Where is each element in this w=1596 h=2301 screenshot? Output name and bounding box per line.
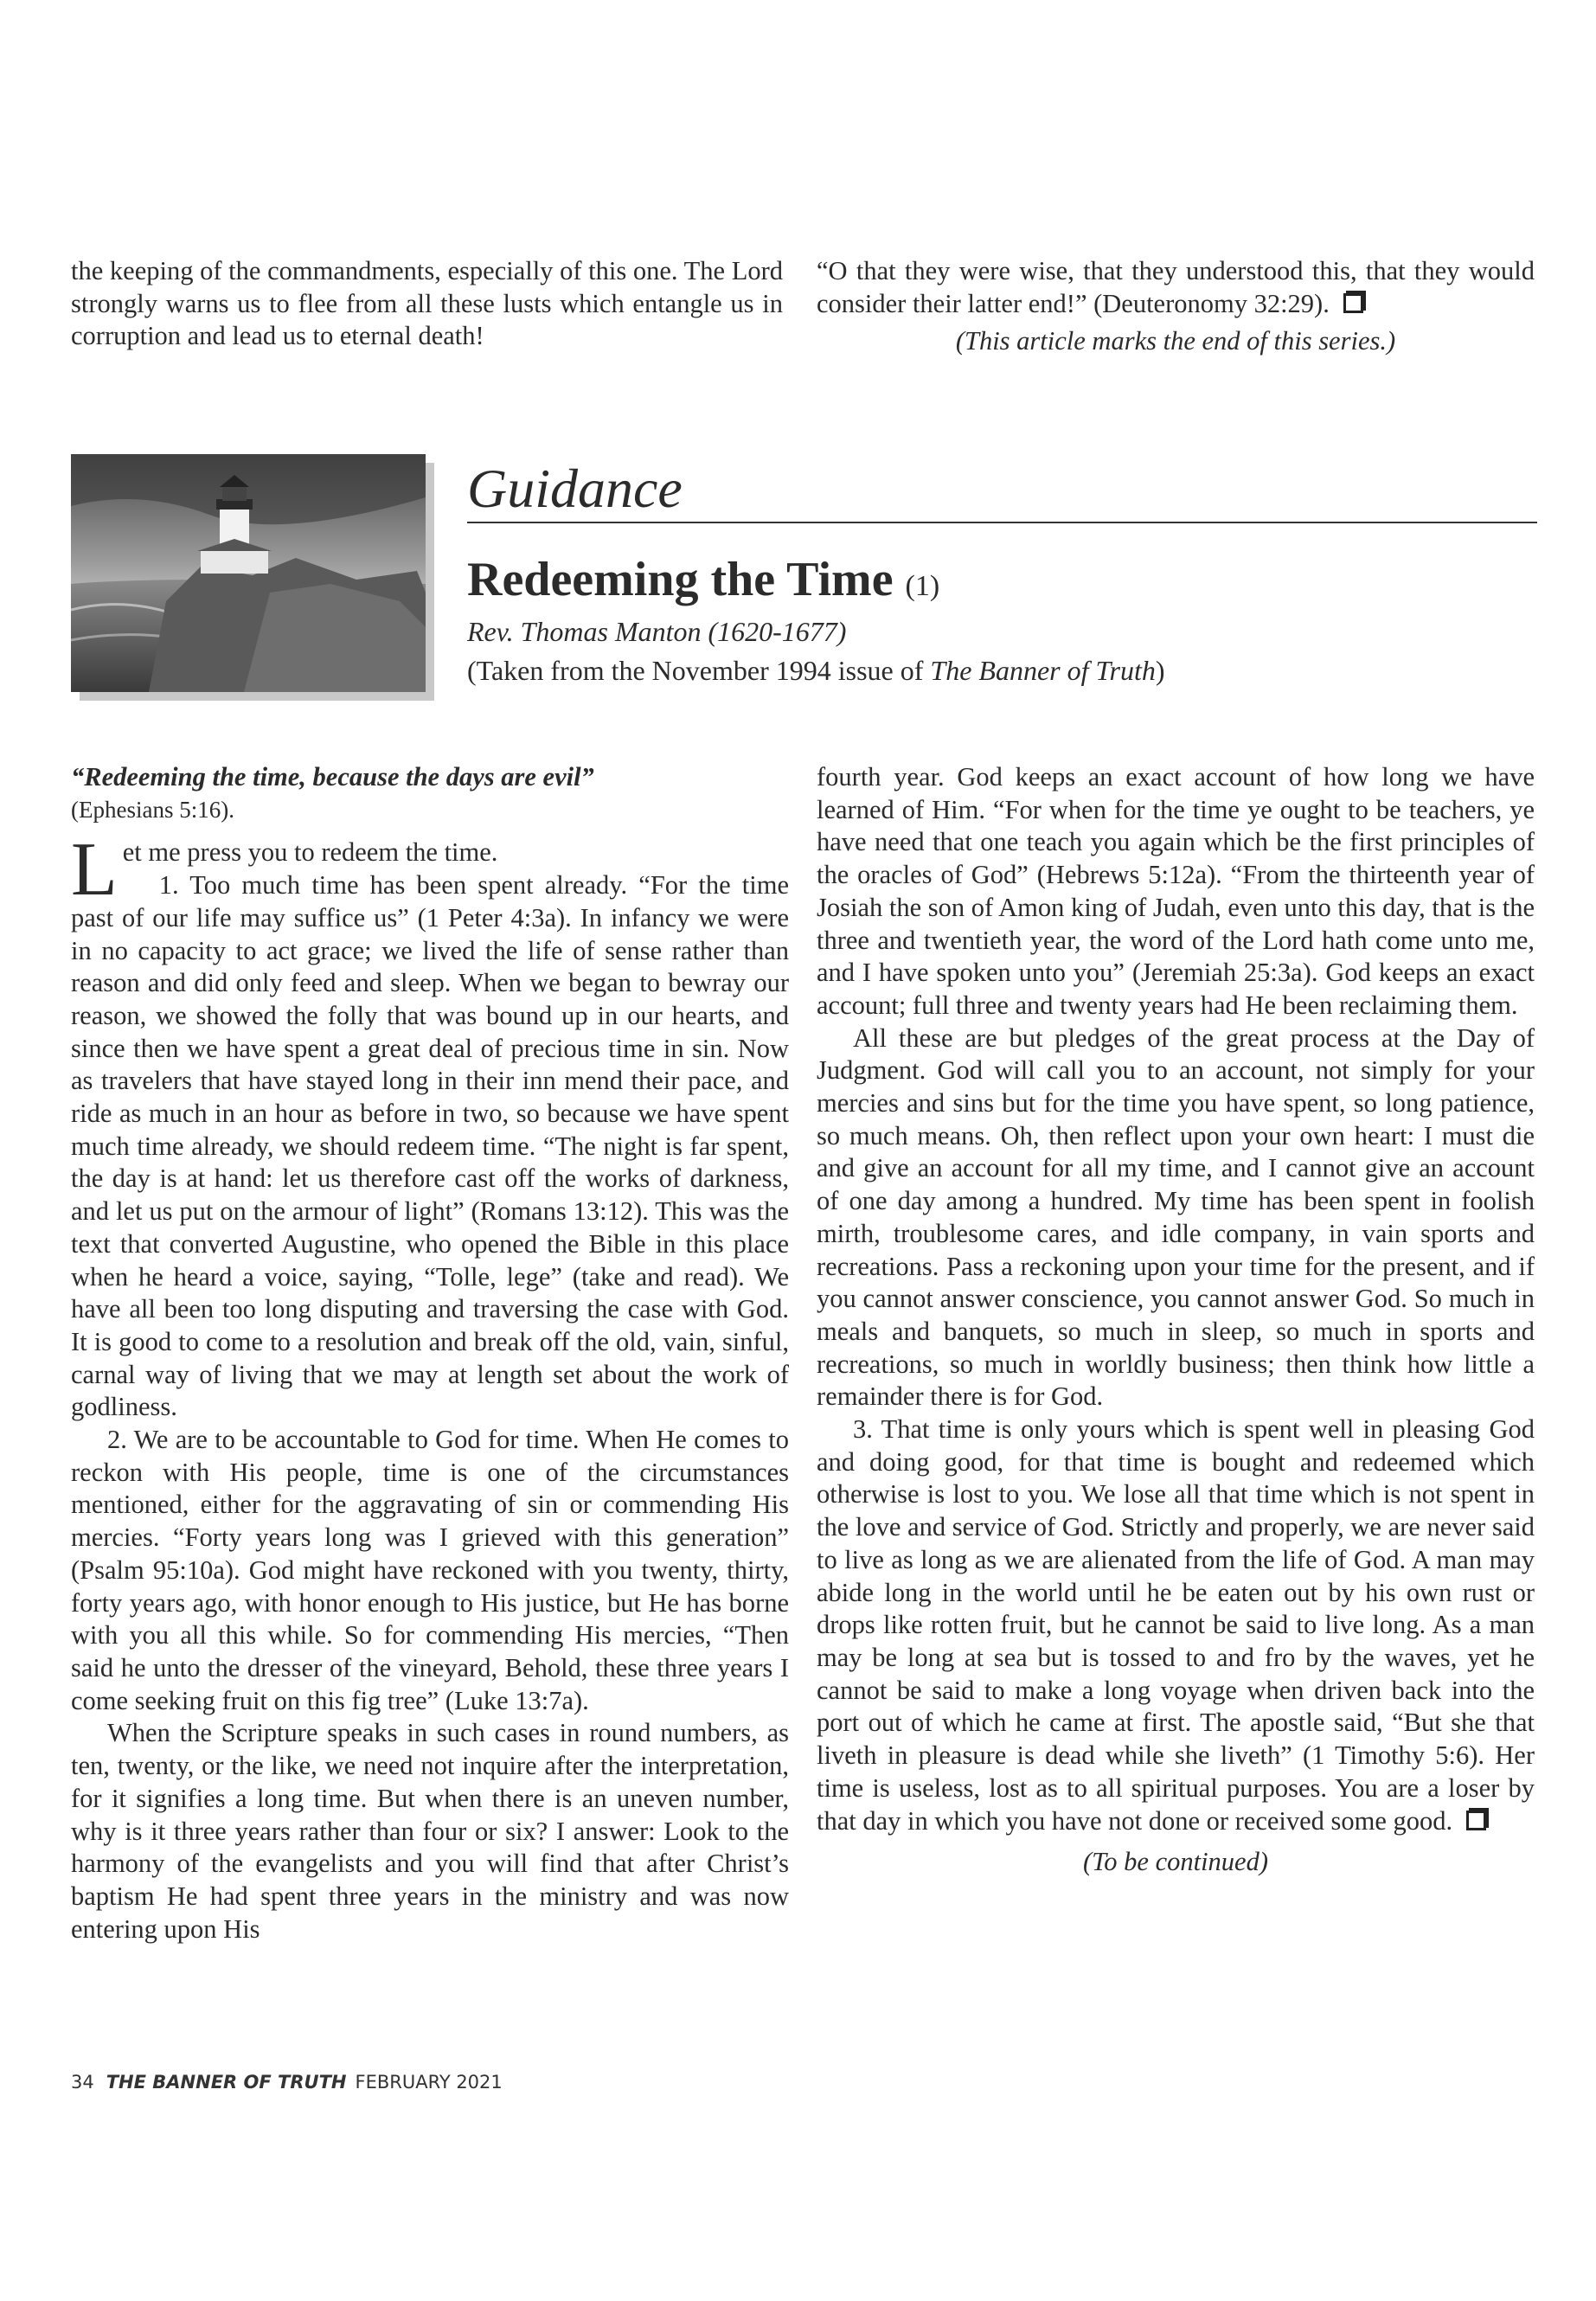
epigraph-reference: (Ephesians 5:16). — [71, 796, 234, 823]
drop-cap: L — [71, 828, 118, 913]
title-divider — [467, 522, 1537, 523]
body-paragraph: 3. That time is only yours which is spent well in pleasing God and doing good, for that time is bought and redeemed which otherwise is lost to you. We lose all that time which is not spent in the love and service of God. Strictly and properly, we are never said to live as long as we are alienated from the life of God. A man may abide long in the world until he be eaten out by his own rust or drops like rotten fruit, but he cannot be said to live long. As a man may be long at sea but is tossed to and fro by the waves, yet he cannot be said to make a long voyage when driven back into the port out of which he came at first. The apostle said, “But she that liveth in pleasure is dead while she liveth” (1 Timothy 5:6). Her time is useless, lost as to all spiritual purposes. You are a loser by that day in which you have not done or received some good. — [817, 1414, 1535, 1836]
end-mark-icon — [1343, 293, 1363, 313]
series-note: (This article marks the end of this series.) — [955, 326, 1396, 356]
section-title: Guidance — [467, 458, 683, 519]
previous-article-text: the keeping of the commandments, especially of this one. The Lord strongly warns us to flee from all these lusts which entangle us in corruption and lead us to eternal death! — [71, 256, 783, 351]
source-publication: The Banner of Truth — [930, 655, 1156, 686]
previous-article-closing-quote — [817, 255, 1535, 358]
end-mark-icon — [1466, 1811, 1486, 1830]
closing-quote-text: “O that they were wise, that they understood this, that they would consider their latter end!” (Deuteronomy 32:29). — [817, 256, 1535, 318]
body-paragraph: When the Scripture speaks in such cases in round numbers, as ten, twenty, or the like, we need not inquire after the interpretation, for it signifies a long time. But when there is an uneven number, why is it three years rather than four or six? I answer: Look to the harmony of the evangelists and you will find that after Christ’s baptism He had spent three years in the ministry and was now entering upon His — [71, 1718, 789, 1944]
article-source: (Taken from the November 1994 issue of The Banner of Truth) — [467, 655, 1165, 686]
to-be-continued: (To be continued) — [1082, 1847, 1269, 1877]
body-paragraph: All these are but pledges of the great process at the Day of Judgment. God will call you to an account, not simply for your mercies and sins but for the time you have spent, so long patience, so much means. Oh, then reflect upon your own heart: I must die and give an account for all my time, and I cannot give an account of one day among a hundred. My time has been spent in foolish mirth, troublesome cares, and idle company, in vain sports and recreations. Pass a reckoning upon your time for the present, and if you cannot answer conscience, you cannot answer God. So much in meals and banquets, so much in sleep, so much in sports and recreations, so much in worldly business; then think how little a remainder there is for God. — [817, 1022, 1535, 1412]
article-right-column — [817, 761, 1535, 1879]
article-left-column — [71, 761, 789, 1945]
article-author: Rev. Thomas Manton (1620-1677) — [467, 616, 847, 647]
body-paragraph: 2. We are to be accountable to God for time. When He comes to reckon with His people, time is one of the circumstances mentioned, either for the aggravating of sin or commending His mercies. “Forty years long was I grieved with this generation” (Psalm 95:10a). God might have reckoned with you twenty, thirty, forty years ago, with honor enough to His justice, but He has borne with you all this while. So for commending His mercies, “Then said he unto the dresser of the vineyard, Behold, these three years I come seeking fruit on this fig tree” (Luke 13:7a). — [71, 1425, 789, 1715]
body-paragraph: fourth year. God keeps an exact account of how long we have learned of Him. “For when for the time ye ought to be teachers, ye have need that one teach you again which be the first principles of the oracles of God” (Hebrews 5:12a). “From the thirteenth year of Josiah the son of Amon king of Judah, even unto this day, that is the three and twentieth year, the word of the Lord hath come unto me, and I have spoken unto you” (Jeremiah 25:3a). God keeps an exact account; full three and twenty years had He been reclaiming them. — [817, 762, 1535, 1020]
page-footer — [71, 2072, 503, 2093]
article-title-text: Redeeming the Time — [467, 553, 894, 606]
page-number: 34 — [71, 2072, 94, 2093]
magazine-name: THE BANNER OF TRUTH — [106, 2072, 347, 2093]
lighthouse-photo — [71, 454, 426, 692]
body-paragraph: 1. Too much time has been spent already. “For the time past of our life may suffice us” (1 Peter 4:3a). In infancy we were in no capacity to act grace; we lived the life of sense rather than reason and did only feed and sleep. When we began to bewray our reason, we showed the folly that was bound up in our hearts, and since then we have spent a great deal of precious time in sin. Now as travelers that have stayed long in their inn mend their pace, and ride as much in an hour as before in two, so because we have spent much time already, we should redeem time. “The night is far spent, the day is at hand: let us therefore cast off the works of darkness, and let us put on the armour of light” (Romans 13:12). This was the text that converted Augustine, who opened the Bible in this place when he heard a voice, saying, “Tolle, lege” (take and read). We have all been too long disputing and traversing the case with God. It is good to come to a resolution and break off the old, vain, sinful, carnal way of living that we may at length set about the work of godliness. — [71, 870, 789, 1422]
previous-article-ending — [71, 255, 783, 353]
article-title — [467, 549, 939, 617]
issue-date: FEBRUARY 2021 — [355, 2072, 503, 2093]
opening-paragraph: Let me press you to redeem the time. — [71, 828, 498, 913]
article-part-number: (1) — [905, 570, 940, 602]
epigraph: “Redeeming the time, because the days are evil” — [71, 762, 594, 792]
